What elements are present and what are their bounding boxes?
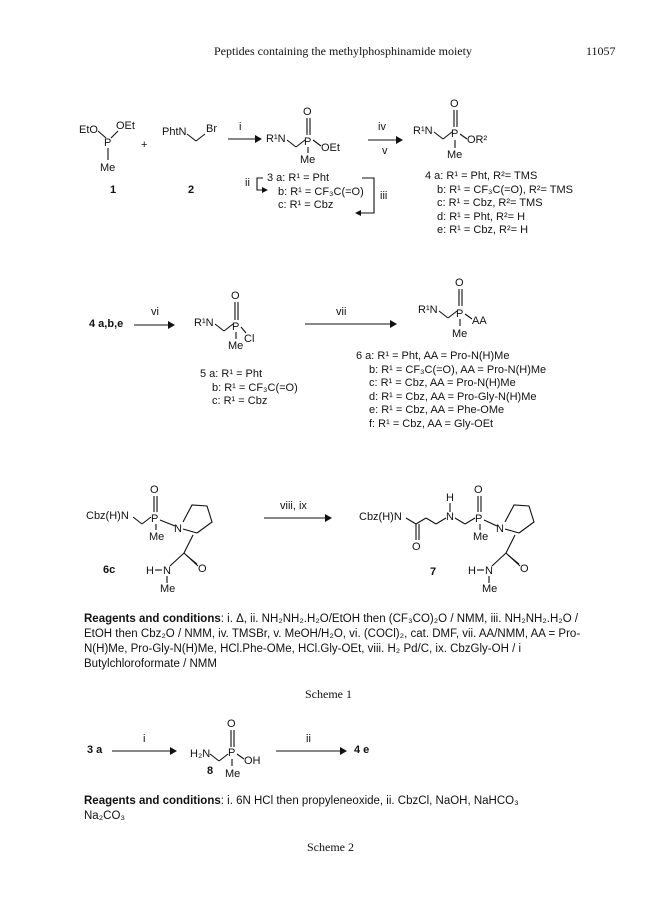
compound-6a: 6 a: R¹ = Pht, AA = Pro-N(H)Me [356,350,510,362]
svg-text:Me: Me [447,149,463,161]
compound-6c: c: R¹ = Cbz, AA = Pro-N(H)Me [369,377,516,389]
compound-5-structure [194,290,254,352]
svg-text:Cbz(H)N: Cbz(H)N [359,511,402,523]
scheme1-conditions [84,612,594,672]
scheme1-conditions-text: : i. Δ, ii. NH₂NH₂.H₂O/EtOH then (CF₃CO)₂O / NMM, iii. NH₂NH₂.H₂O / EtOH then Cbz₂O / NMM, iv. TMSBr, v. MeOH/H₂O, vi. (COCl)₂, cat. DMF, vii. AA/NMM, AA = Pro-N(H)Me, Pro-Gly-N(H)Me, HCl.Phe-OMe, HCl.Gly-OEt, viii. H₂ Pd/C, ix. CbzGly-OH / i Butylchloroformate / NMM [84,613,581,670]
scheme2-step-ii-label: ii [306,733,311,745]
compound-6-list [356,350,546,431]
svg-text:O: O [520,563,529,575]
compound-5a: 5 a: R¹ = Pht [200,368,263,380]
svg-text:O: O [474,484,483,496]
compound-4-list [425,170,573,238]
compound-2-structure [162,123,217,141]
compound-4b: b: R¹ = CF₃C(=O), R²= TMS [437,183,573,196]
svg-text:O: O [450,98,459,110]
svg-text:H: H [146,565,154,577]
svg-text:Me: Me [149,531,165,543]
svg-text:N: N [163,565,171,577]
compound-6e: e: R¹ = Cbz, AA = Phe-OMe [369,404,505,416]
label-start-4abe: 4 a,b,e [89,318,124,330]
svg-text:N: N [446,511,454,523]
svg-text:AA: AA [472,315,487,327]
compound-6d: d: R¹ = Cbz, AA = Pro-Gly-N(H)Me [369,390,537,403]
svg-text:Me: Me [473,531,489,543]
svg-text:O: O [231,290,240,302]
svg-text:H₂N: H₂N [190,748,211,760]
compound-3-list [267,172,364,213]
svg-text:P: P [104,137,112,149]
svg-text:O: O [150,484,159,496]
svg-text:P: P [232,321,240,333]
svg-text:Me: Me [225,768,241,780]
compound-6-structure [418,277,487,340]
step-viii-ix-label: viii, ix [280,500,307,512]
svg-text:Me: Me [160,583,176,595]
label-product-4e: 4 e [354,744,370,756]
svg-text:OEt: OEt [321,142,340,154]
svg-text:Me: Me [300,154,316,166]
scheme2-conditions-heading: Reagents and conditions [84,795,221,807]
scheme1-conditions-heading: Reagents and conditions [84,613,221,625]
svg-text:N: N [485,565,493,577]
scheme2-conditions [84,794,554,824]
compound-6b: b: R¹ = CF₃C(=O), AA = Pro-N(H)Me [369,363,547,376]
svg-text:O: O [412,541,421,553]
compound-4d: d: R¹ = Pht, R²= H [437,210,526,223]
svg-text:Me: Me [228,340,244,352]
svg-text:P: P [151,513,159,525]
svg-text:P: P [304,136,312,148]
svg-text:R¹N: R¹N [266,133,286,145]
svg-text:R¹N: R¹N [413,125,433,137]
svg-text:H: H [446,492,454,504]
svg-text:Br: Br [206,123,217,135]
svg-text:Me: Me [100,162,116,174]
step-ii-label: ii [245,177,250,189]
svg-text:P: P [456,308,464,320]
scheme2-conditions-text: : i. 6N HCl then propyleneoxide, ii. CbzCl, NaOH, NaHCO₃ Na₂CO₃ [84,795,519,822]
label-start-3a: 3 a [87,744,103,756]
svg-text:Me: Me [482,583,498,595]
svg-text:PhtN: PhtN [162,126,187,138]
svg-text:N: N [174,523,182,535]
plus-sign: + [141,139,148,151]
compound-5c: c: R¹ = Cbz [212,395,268,407]
svg-text:O: O [455,277,464,289]
svg-text:R¹N: R¹N [194,317,214,329]
label-compound-8: 8 [207,765,214,777]
step-i-label: i [239,121,242,133]
compound-4-structure [413,98,488,161]
svg-text:O: O [227,718,236,730]
compound-5b: b: R¹ = CF₃C(=O) [212,381,298,394]
svg-text:P: P [475,513,483,525]
compound-3c: c: R¹ = Cbz [278,199,334,211]
scheme2-step-i-label: i [143,733,146,745]
scheme1-caption: Scheme 1 [305,687,352,701]
compound-1-structure [79,120,135,174]
compound-8-structure [190,718,261,780]
label-compound-2: 2 [188,184,195,196]
compound-3b: b: R¹ = CF₃C(=O) [278,185,364,198]
step-iv-label: iv [378,121,386,133]
compound-4c: c: R¹ = Cbz, R²= TMS [437,197,543,209]
compound-6c-structure [86,484,212,595]
step-v-label: v [382,145,388,157]
compound-3a: 3 a: R¹ = Pht [267,172,330,184]
running-title: Peptides containing the methylphosphinamide moiety [214,44,472,58]
compound-6f: f: R¹ = Cbz, AA = Gly-OEt [369,417,494,430]
label-compound-7: 7 [430,566,437,578]
svg-text:O: O [303,106,312,118]
scheme2-caption: Scheme 2 [307,840,354,854]
svg-text:N: N [496,523,504,535]
svg-text:O: O [198,563,207,575]
compound-3-structure [266,106,340,166]
svg-text:Cbz(H)N: Cbz(H)N [86,510,129,522]
page-number: 11057 [586,44,616,58]
step-iii-label: iii [380,190,388,202]
step-vii-label: vii [336,306,347,318]
svg-text:H: H [468,565,476,577]
compound-4e: e: R¹ = Cbz, R²= H [437,224,529,236]
compound-5-list [200,368,298,409]
svg-text:R¹N: R¹N [418,304,438,316]
svg-text:EtO: EtO [79,124,98,136]
label-compound-1: 1 [110,184,117,196]
svg-text:OR²: OR² [467,134,488,146]
svg-text:Me: Me [452,328,468,340]
svg-text:P: P [228,747,236,759]
svg-text:P: P [451,128,459,140]
svg-text:OEt: OEt [116,120,135,132]
step-vi-label: vi [151,306,159,318]
svg-text:Cl: Cl [244,333,255,345]
label-compound-6c: 6c [103,564,116,576]
compound-7-structure [359,484,534,595]
svg-text:OH: OH [244,755,261,767]
compound-4a: 4 a: R¹ = Pht, R²= TMS [425,170,538,182]
